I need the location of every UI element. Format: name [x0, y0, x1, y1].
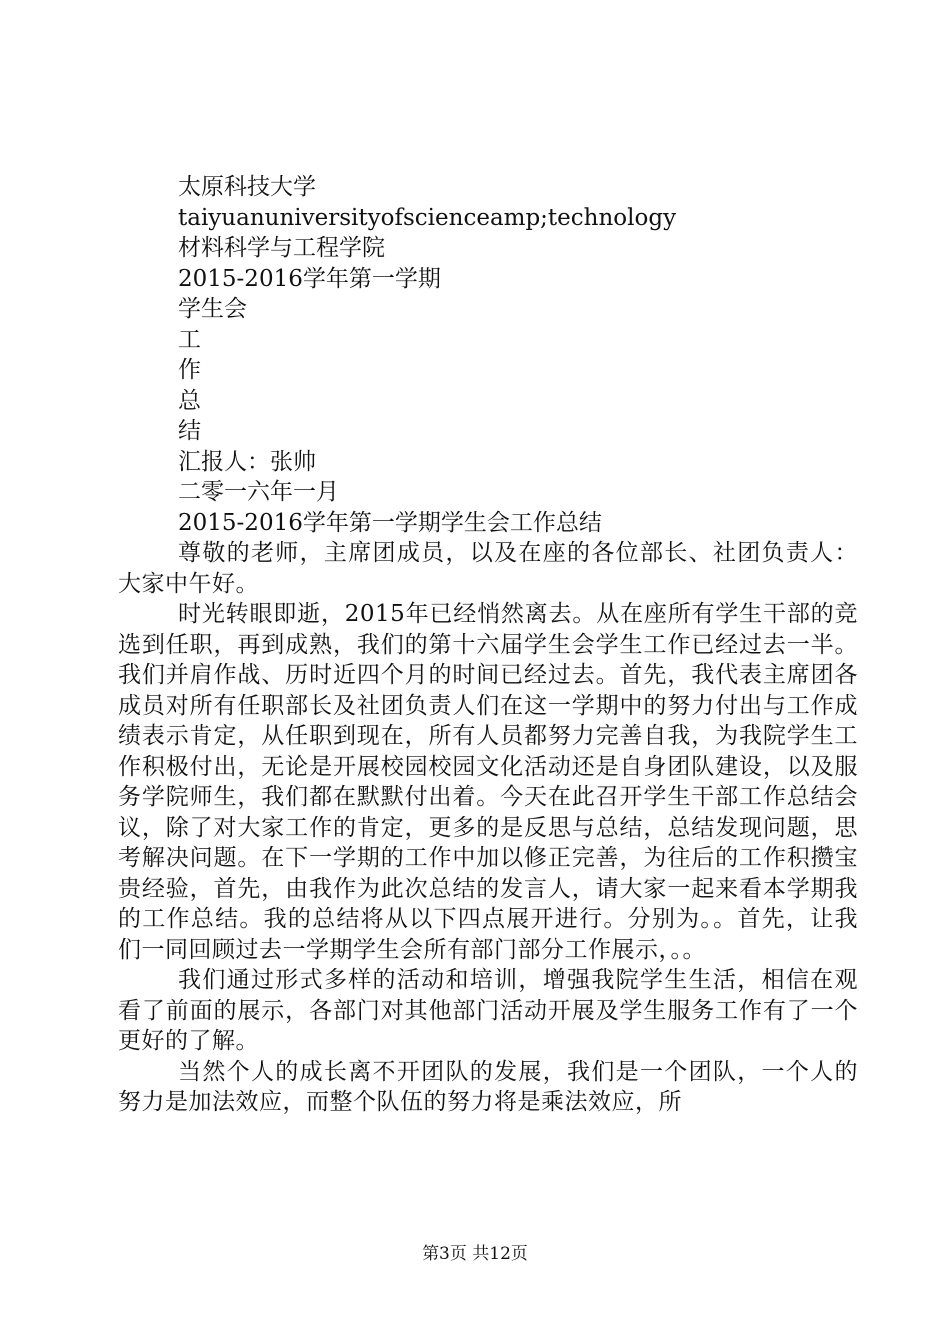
paragraph-greeting: 尊敬的老师，主席团成员，以及在座的各位部长、社团负责人：大家中午好。 — [118, 540, 858, 597]
document-body — [118, 172, 858, 1118]
university-name-cn: 太原科技大学 — [178, 174, 316, 200]
college-name: 材料科学与工程学院 — [178, 235, 385, 261]
title-char: 总 — [178, 387, 201, 414]
title-char: 工 — [178, 326, 201, 353]
report-date: 二零一六年一月 — [178, 479, 339, 505]
title-char: 结 — [178, 418, 201, 444]
report-heading: 2015-2016学年第一学期学生会工作总结 — [178, 509, 602, 536]
page-number-footer: 第3页 共12页 — [422, 1244, 528, 1264]
title-char: 作 — [178, 357, 201, 383]
university-name-en: taiyuanuniversityofscienceamp;technology — [178, 204, 677, 231]
reporter-line: 汇报人：张帅 — [178, 448, 316, 475]
paragraph-team: 当然个人的成长离不开团队的发展，我们是一个团队，一个人的努力是加法效应，而整个队伍的努力将是乘法效应，所 — [118, 1058, 858, 1115]
paragraph-review: 时光转眼即逝，2015年已经悄然离去。从在座所有学生干部的竞选到任职，再到成熟，我们的第十六届学生会学生工作已经过去一半。我们并肩作战、历时近四个月的时间已经过去。首先，我代表主席团各成员对所有任职部长及社团负责人们在这一学期中的努力付出与工作成绩表示肯定，从任职到现在，所有人员都努力完善自我，为我院学生工作积极付出，无论是开展校园校园文化活动还是自身团队建设，以及服务学院师生，我们都在默默付出着。今天在此召开学生干部工作总结会议，除了对大家工作的肯定，更多的是反思与总结，总结发现问题，思考解决问题。在下一学期的工作中加以修正完善，为往后的工作积攒宝贵经验，首先，由我作为此次总结的发言人，请大家一起来看本学期我的工作总结。我的总结将从以下四点展开进行。分别为。。首先，让我们一同回顾过去一学期学生会所有部门部分工作展示，。。 — [118, 601, 858, 963]
paragraph-activities: 我们通过形式多样的活动和培训，增强我院学生生活，相信在观看了前面的展示，各部门对其他部门活动开展及学生服务工作有了一个更好的了解。 — [118, 967, 858, 1054]
organization-name: 学生会 — [178, 296, 247, 322]
academic-term: 2015-2016学年第一学期 — [178, 265, 441, 292]
